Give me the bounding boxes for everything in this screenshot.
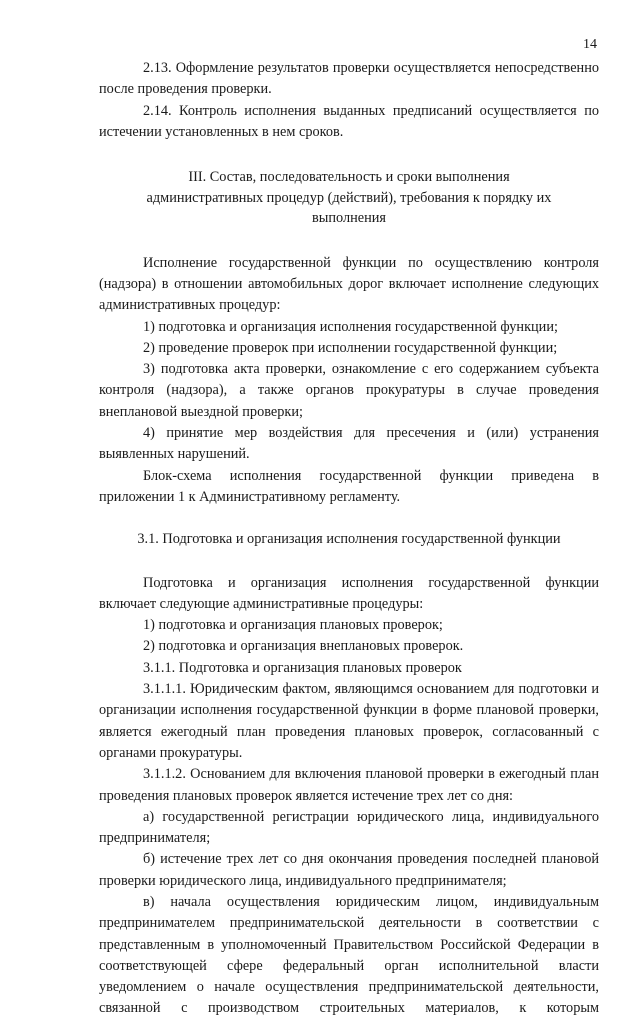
- section-title: III. Состав, последовательность и сроки выполнения административных процедур (действий), требования к порядку их выполнения: [146, 169, 552, 227]
- clause-item-b: б) истечение трех лет со дня окончания проведения последней плановой проверки юридического лица, индивидуального предпринимателя;: [99, 851, 599, 889]
- clause-3-1-1-title: 3.1.1. Подготовка и организация плановых проверок: [143, 659, 462, 676]
- subsection-list-item-2: 2) подготовка и организация внеплановых проверок.: [143, 638, 464, 655]
- section-intro-paragraph: Исполнение государственной функции по осуществлению контроля (надзора) в отношении автомобильных дорог включает исполнение следующих административных процедур:: [99, 254, 599, 314]
- paragraph-2-13: 2.13. Оформление результатов проверки осуществляется непосредственно после проведения проверки.: [99, 60, 599, 98]
- list-item-4: 4) принятие мер воздействия для пресечения и (или) устранения выявленных нарушений.: [99, 425, 599, 463]
- paragraph-2-14: 2.14. Контроль исполнения выданных предписаний осуществляется по истечении установленных в нем сроков.: [99, 102, 599, 140]
- subsection-intro-paragraph: Подготовка и организация исполнения государственной функции включает следующие административные процедуры:: [99, 574, 599, 612]
- subsection-list-item-1: 1) подготовка и организация плановых проверок;: [143, 617, 443, 634]
- list-item-3: 3) подготовка акта проверки, ознакомление с его содержанием субъекта контроля (надзора), а также органов прокуратуры в случае проведения внеплановой выездной проверки;: [99, 361, 599, 420]
- clause-item-v: в) начала осуществления юридическим лицом, индивидуальным предпринимателем предпринимательской деятельности в соответствии с представленным в уполномоченный Правительством Российской Федерации в соответствующей сфере федеральный орган исполнительной власти уведомлением о начале осуществления предпринимательской деятельности, связанной с производством строительных материалов, к которым: [99, 894, 599, 1017]
- clause-item-a: а) государственной регистрации юридического лица, индивидуального предпринимателя;: [99, 808, 599, 847]
- page-number: 14: [583, 37, 597, 52]
- subsection-title: 3.1. Подготовка и организация исполнения государственной функции: [137, 531, 561, 548]
- list-item-1: 1) подготовка и организация исполнения государственной функции;: [143, 318, 558, 335]
- clause-3-1-1-1: 3.1.1.1. Юридическим фактом, являющимся основанием для подготовки и организации исполнения государственной функции в форме плановой проверки, является ежегодный план проведения плановых проверок, согласованный с органами прокуратуры.: [99, 681, 599, 761]
- clause-3-1-1-2: 3.1.1.2. Основанием для включения плановой проверки в ежегодный план проведения плановых проверок является истечение трех лет со дня:: [99, 766, 599, 804]
- flowchart-reference-paragraph: Блок-схема исполнения государственной функции приведена в приложении 1 к Административному регламенту.: [99, 467, 599, 505]
- document-body: [99, 58, 599, 1020]
- list-item-2: 2) проведение проверок при исполнении государственной функции;: [143, 339, 558, 356]
